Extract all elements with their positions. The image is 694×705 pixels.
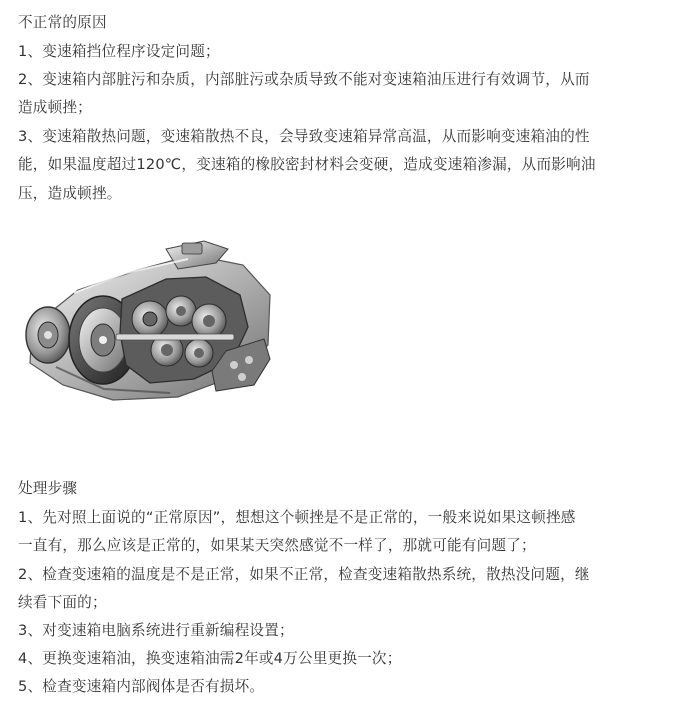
cause-line-3b: 能，如果温度超过120℃，变速箱的橡胶密封材料会变硬，造成变速箱渗漏，从而影响油	[18, 156, 596, 173]
step-line-1b: 一直有，那么应该是正常的，如果某天突然感觉不一样了，那就可能有问题了；	[18, 537, 536, 554]
step-line-2a: 2、检查变速箱的温度是不是正常，如果不正常，检查变速箱散热系统，散热没问题，继	[18, 566, 590, 583]
cause-line-1: 1、变速箱挡位程序设定问题；	[18, 43, 220, 60]
step-line-4: 4、更换变速箱油，换变速箱油需2年或4万公里更换一次；	[18, 650, 402, 667]
transmission-cutaway-image	[18, 235, 280, 405]
cause-line-2a: 2、变速箱内部脏污和杂质，内部脏污或杂质导致不能对变速箱油压进行有效调节，从而	[18, 71, 590, 88]
cause-line-3a: 3、变速箱散热问题，变速箱散热不良，会导致变速箱异常高温，从而影响变速箱油的性	[18, 128, 590, 145]
step-line-3: 3、对变速箱电脑系统进行重新编程设置；	[18, 622, 294, 639]
causes-heading: 不正常的原因	[18, 14, 107, 31]
steps-heading: 处理步骤	[18, 480, 78, 497]
step-line-1a: 1、先对照上面说的“正常原因”，想想这个顿挫是不是正常的，一般来说如果这顿挫感	[18, 509, 576, 526]
main-shaft	[116, 334, 234, 340]
step-line-5: 5、检查变速箱内部阀体是否有损坏。	[18, 678, 265, 695]
cause-line-2b: 造成顿挫；	[18, 99, 92, 116]
cause-line-3c: 压，造成顿挫。	[18, 185, 122, 202]
step-line-2b: 续看下面的；	[18, 594, 107, 611]
